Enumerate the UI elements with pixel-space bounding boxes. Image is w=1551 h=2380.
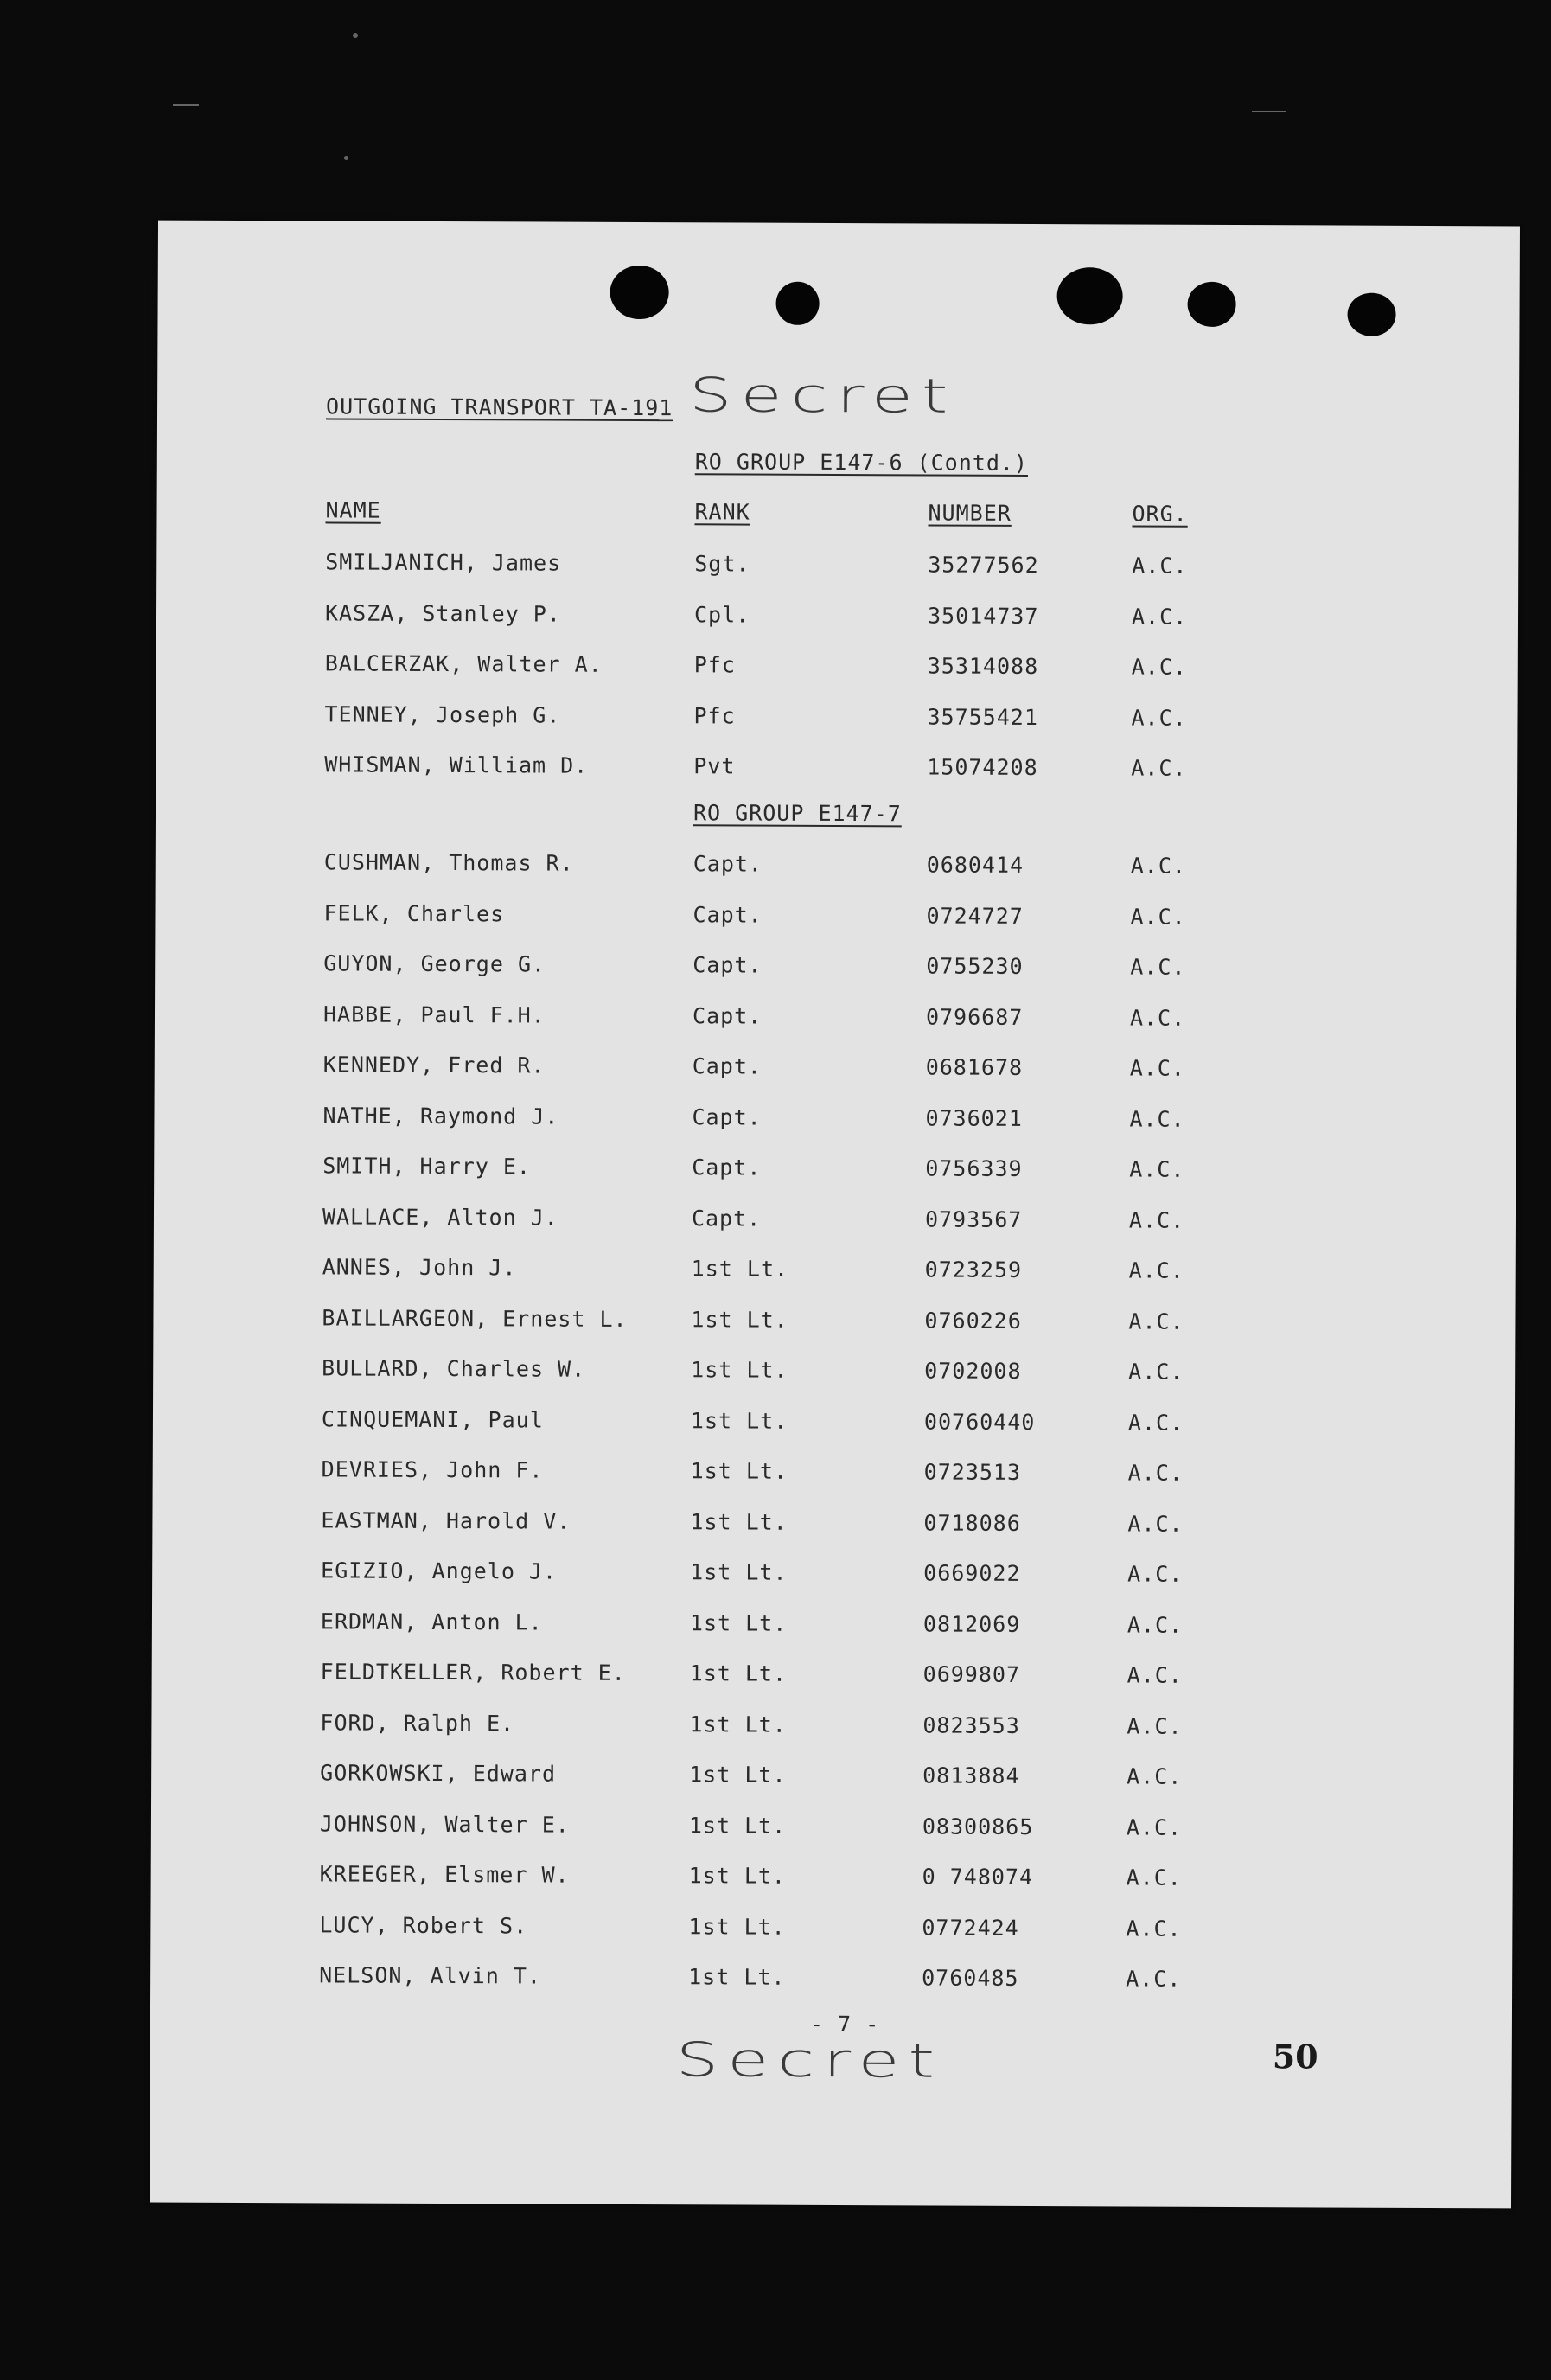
column-header-name: NAME [325, 497, 381, 523]
roster-name: EGIZIO, Angelo J. [321, 1558, 558, 1584]
scan-speck [344, 156, 348, 160]
roster-number: 35755421 [927, 703, 1038, 730]
roster-number: 0796687 [925, 1003, 1024, 1030]
roster-org: A.C. [1129, 1055, 1186, 1081]
group-header-1: RO GROUP E147-6 (Contd.) [694, 449, 1029, 476]
roster-rank: 1st Lt. [688, 1913, 786, 1940]
roster-rank: 1st Lt. [691, 1357, 788, 1383]
column-header-org: ORG. [1132, 501, 1188, 527]
roster-name: KASZA, Stanley P. [324, 599, 561, 627]
roster-rank: 1st Lt. [689, 1660, 788, 1686]
roster-org: A.C. [1131, 654, 1188, 680]
roster-org: A.C. [1127, 1662, 1183, 1688]
roster-number: 0812069 [922, 1610, 1021, 1637]
roster-org: A.C. [1127, 1763, 1183, 1789]
roster-org: A.C. [1127, 1561, 1184, 1587]
roster-number: 0793567 [924, 1206, 1023, 1232]
roster-org: A.C. [1126, 1814, 1183, 1840]
roster-org: A.C. [1130, 954, 1186, 980]
punch-hole [1187, 282, 1235, 327]
roster-org: A.C. [1130, 853, 1187, 879]
roster-name: BALCERZAK, Walter A. [324, 650, 603, 677]
roster-org: A.C. [1130, 903, 1186, 930]
roster-name: BAILLARGEON, Ernest L. [322, 1304, 628, 1332]
roster-org: A.C. [1126, 1915, 1182, 1942]
roster-rank: 1st Lt. [691, 1256, 789, 1282]
roster-name: CINQUEMANI, Paul [321, 1405, 544, 1433]
roster-org: A.C. [1126, 1865, 1182, 1891]
roster-org: A.C. [1131, 755, 1187, 781]
roster-number: 0813884 [922, 1763, 1020, 1788]
roster-number: 0718086 [923, 1509, 1021, 1536]
column-header-rank: RANK [694, 499, 750, 525]
roster-rank: Capt. [693, 901, 763, 928]
roster-number: 0 748074 [922, 1864, 1034, 1891]
roster-org: A.C. [1127, 1460, 1184, 1486]
roster-name: WALLACE, Alton J. [322, 1203, 558, 1231]
roster-number: 0760485 [922, 1965, 1019, 1991]
roster-rank: Capt. [691, 1205, 762, 1232]
roster-name: CUSHMAN, Thomas R. [323, 849, 574, 876]
roster-org: A.C. [1127, 1712, 1183, 1739]
roster-name: JOHNSON, Walter E. [319, 1810, 570, 1838]
document-title: OUTGOING TRANSPORT TA-191 [326, 393, 673, 421]
punch-hole [1056, 267, 1122, 324]
roster-number: 0702008 [924, 1358, 1022, 1384]
roster-rank: Sgt. [694, 551, 750, 577]
roster-rank: Capt. [693, 952, 763, 978]
roster-number: 0724727 [926, 902, 1024, 929]
roster-rank: Capt. [692, 1104, 762, 1130]
roster-org: A.C. [1128, 1206, 1185, 1233]
roster-name: SMILJANICH, James [325, 549, 562, 576]
roster-number: 0680414 [926, 852, 1024, 878]
scan-speck [1252, 111, 1286, 112]
roster-org: A.C. [1129, 1105, 1185, 1132]
roster-name: KENNEDY, Fred R. [322, 1052, 546, 1078]
secret-stamp-top: Secret [688, 368, 957, 425]
roster-rank: 1st Lt. [690, 1458, 788, 1484]
punch-hole [776, 282, 819, 325]
roster-rank: Capt. [692, 1155, 762, 1180]
roster-number: 0723513 [923, 1459, 1022, 1485]
roster-number: 0723259 [924, 1257, 1023, 1283]
punch-hole [610, 266, 669, 319]
roster-name: ANNES, John J. [322, 1254, 517, 1281]
roster-number: 35277562 [928, 552, 1039, 579]
roster-org: A.C. [1131, 704, 1187, 731]
roster-rank: 1st Lt. [691, 1306, 788, 1333]
roster-number: 0681678 [925, 1054, 1024, 1080]
roster-rank: 1st Lt. [690, 1559, 788, 1585]
roster-number: 08300865 [922, 1813, 1034, 1839]
roster-org: A.C. [1127, 1409, 1184, 1436]
roster-rank: Cpl. [693, 601, 750, 628]
secret-stamp-bottom: Secret [675, 2032, 944, 2089]
roster-rank: 1st Lt. [688, 1964, 786, 1990]
roster-name: ERDMAN, Anton L. [320, 1608, 543, 1635]
roster-name: HABBE, Paul F.H. [322, 1001, 546, 1028]
group-header-2: RO GROUP E147-7 [693, 800, 902, 827]
roster-rank: 1st Lt. [690, 1508, 788, 1535]
roster-number: 0669022 [923, 1560, 1021, 1586]
roster-org: A.C. [1128, 1308, 1184, 1334]
roster-number: 0755230 [926, 953, 1024, 979]
roster-number: 0823553 [922, 1711, 1020, 1738]
roster-rank: Pfc [693, 702, 736, 728]
roster-number: 35014737 [927, 602, 1039, 629]
roster-name: NELSON, Alvin T. [319, 1962, 542, 1989]
roster-rank: 1st Lt. [689, 1762, 787, 1788]
roster-rank: 1st Lt. [688, 1812, 787, 1839]
roster-name: FORD, Ralph E. [320, 1709, 515, 1736]
roster-org: A.C. [1132, 553, 1188, 579]
roster-org: A.C. [1127, 1510, 1184, 1537]
roster-number: 0699807 [922, 1661, 1021, 1687]
roster-number: 15074208 [927, 754, 1038, 781]
roster-name: SMITH, Harry E. [322, 1153, 532, 1180]
roster-name: KREEGER, Elsmer W. [319, 1861, 570, 1888]
roster-org: A.C. [1127, 1611, 1184, 1638]
roster-name: NATHE, Raymond J. [322, 1102, 559, 1129]
roster-org: A.C. [1131, 603, 1188, 630]
roster-org: A.C. [1129, 1004, 1186, 1031]
roster-rank: Capt. [692, 1002, 763, 1029]
scan-speck [173, 104, 199, 106]
roster-rank: Pfc [693, 652, 736, 678]
roster-name: GUYON, George G. [323, 950, 546, 977]
roster-name: DEVRIES, John F. [321, 1456, 544, 1483]
roster-name: BULLARD, Charles W. [322, 1355, 586, 1382]
roster-rank: 1st Lt. [690, 1407, 788, 1434]
roster-rank: 1st Lt. [688, 1863, 787, 1889]
roster-name: GORKOWSKI, Edward [320, 1760, 557, 1787]
punch-hole [1347, 293, 1395, 336]
roster-name: FELDTKELLER, Robert E. [320, 1659, 626, 1686]
roster-number: 35314088 [927, 653, 1039, 680]
scan-speck [353, 33, 358, 38]
roster-number: 0736021 [925, 1104, 1023, 1131]
roster-rank: Capt. [692, 1053, 763, 1079]
page-label: - 7 - [809, 2011, 880, 2038]
roster-name: LUCY, Robert S. [319, 1911, 528, 1938]
roster-org: A.C. [1126, 1966, 1182, 1992]
column-header-number: NUMBER [928, 500, 1012, 526]
roster-number: 00760440 [923, 1408, 1036, 1435]
roster-number: 0760226 [924, 1307, 1022, 1334]
roster-org: A.C. [1129, 1156, 1185, 1182]
roster-name: EASTMAN, Harold V. [321, 1507, 571, 1534]
roster-org: A.C. [1128, 1359, 1184, 1385]
roster-number: 0772424 [922, 1914, 1019, 1941]
sheet-number: 50 [1272, 2037, 1318, 2076]
roster-rank: 1st Lt. [689, 1711, 787, 1737]
roster-number: 0756339 [925, 1155, 1023, 1181]
roster-rank: Capt. [693, 851, 763, 877]
roster-rank: 1st Lt. [689, 1609, 788, 1636]
document-page [150, 221, 1520, 2209]
roster-name: WHISMAN, William D. [324, 752, 589, 778]
roster-org: A.C. [1128, 1257, 1185, 1283]
roster-name: FELK, Charles [323, 899, 505, 926]
roster-rank: Pvt [693, 753, 736, 779]
roster-name: TENNEY, Joseph G. [324, 701, 561, 728]
